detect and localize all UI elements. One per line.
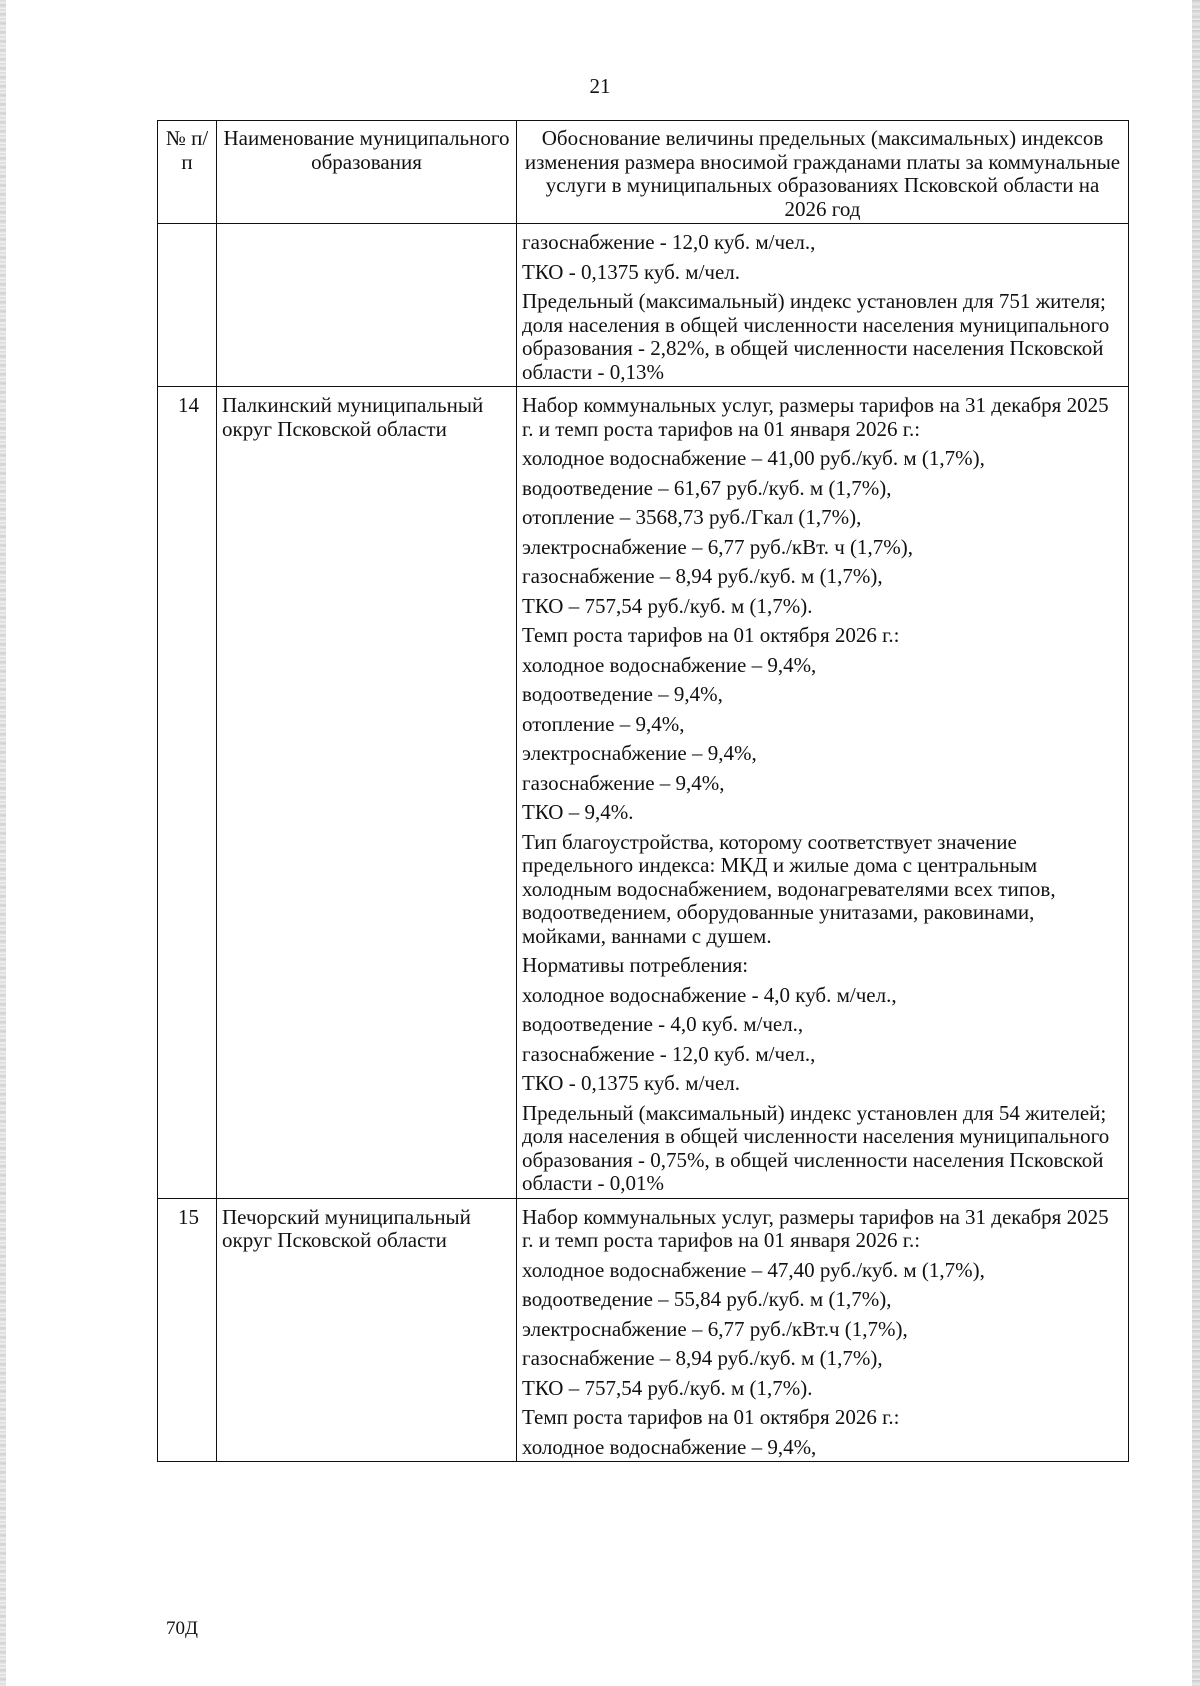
justification-paragraph: Предельный (максимальный) индекс установлен для 54 жителей; доля населения в общей численности населения муниципального образования - 0,75%, в общей численности населения Псковской области - 0,01% [522,1100,1110,1195]
justification-paragraph: ТКО - 0,1375 куб. м/чел. [522,1071,741,1095]
justification-cell [517,224,1129,387]
row-number [158,224,217,387]
table-header-row [158,121,1129,224]
justification-paragraph: Набор коммунальных услуг, размеры тарифов на 31 декабря 2025 г. и темп роста тарифов на 01 января 2026 г.: [522,1204,1109,1252]
scan-left-edge [0,0,6,1686]
header-municipality: Наименование муниципального образования [217,121,517,224]
justification-paragraph: водоотведение - 4,0 куб. м/чел., [522,1012,804,1036]
municipality-name: Палкинский муниципальный округ Псковской области [217,387,517,1199]
document-code: 70Д [166,1618,198,1639]
justification-paragraph: газоснабжение – 8,94 руб./куб. м (1,7%), [522,1346,883,1370]
justification-paragraph: газоснабжение - 12,0 куб. м/чел., [522,230,816,254]
row-number: 14 [158,387,217,1199]
justification-paragraph: Нормативы потребления: [522,953,749,977]
justification-paragraph: Набор коммунальных услуг, размеры тарифов на 31 декабря 2025 г. и темп роста тарифов на 01 января 2026 г.: [522,393,1109,441]
justification-paragraph: отопление – 9,4%, [522,711,685,736]
justification-paragraph: водоотведение – 55,84 руб./куб. м (1,7%), [522,1287,892,1311]
table-row [158,387,1129,1199]
justification-paragraph: отопление – 3568,73 руб./Гкал (1,7%), [522,505,862,529]
page-number: 21 [589,74,611,98]
justification-paragraph: Тип благоустройства, которому соответствует значение предельного индекса: МКД и жилые дома с центральным холодным водоснабжением, водонагревателями всех типов, водоотведением, оборудованные унитазами, раковинами, мойками, ваннами с душем. [522,829,1056,948]
justification-paragraph: холодное водоснабжение – 9,4%, [522,652,817,677]
justification-paragraph: водоотведение – 61,67 руб./куб. м (1,7%), [522,475,892,500]
justification-paragraph: электроснабжение – 6,77 руб./кВт. ч (1,7%), [522,534,914,559]
justification-paragraph: газоснабжение - 12,0 куб. м/чел., [522,1041,816,1066]
scan-right-edge [1192,0,1200,1686]
header-justification: Обоснование величины предельных (максимальных) индексов изменения размера вносимой гражданами платы за коммунальные услуги в муниципальных образованиях Псковской области на 2026 год [517,121,1129,224]
table-row [158,224,1129,387]
justification-paragraph: ТКО – 757,54 руб./куб. м (1,7%). [522,593,813,618]
justification-paragraph: водоотведение – 9,4%, [522,682,723,706]
justification-paragraph: газоснабжение – 9,4%, [522,770,725,795]
justification-paragraph: Предельный (максимальный) индекс установлен для 751 жителя; доля населения в общей численности населения муниципального образования - 2,82%, в общей численности населения Псковской области - 0,13% [522,289,1110,384]
table-row [158,1198,1129,1462]
justification-paragraph: Темп роста тарифов на 01 октября 2026 г.: [522,623,900,647]
justification-paragraph: холодное водоснабжение – 9,4%, [522,1434,817,1459]
justification-paragraph: холодное водоснабжение – 47,40 руб./куб. м (1,7%), [522,1257,985,1282]
justification-paragraph: ТКО - 0,1375 куб. м/чел. [522,259,741,284]
municipality-name: Печорский муниципальный округ Псковской области [217,1198,517,1462]
justification-paragraph: холодное водоснабжение - 4,0 куб. м/чел., [522,982,897,1007]
row-number: 15 [158,1198,217,1462]
justification-paragraph: электроснабжение – 9,4%, [522,741,757,765]
justification-cell [517,1198,1129,1462]
justification-paragraph: ТКО – 9,4%. [522,800,634,824]
table-body [158,224,1129,1462]
tariff-index-table [157,120,1129,1462]
justification-paragraph: Темп роста тарифов на 01 октября 2026 г.: [522,1405,900,1429]
justification-cell [517,387,1129,1199]
justification-paragraph: электроснабжение – 6,77 руб./кВт.ч (1,7%), [522,1316,908,1341]
justification-paragraph: газоснабжение – 8,94 руб./куб. м (1,7%), [522,564,883,588]
justification-paragraph: ТКО – 757,54 руб./куб. м (1,7%). [522,1375,813,1400]
municipality-name [217,224,517,387]
header-number: № п/п [158,121,217,224]
justification-paragraph: холодное водоснабжение – 41,00 руб./куб. м (1,7%), [522,446,985,470]
